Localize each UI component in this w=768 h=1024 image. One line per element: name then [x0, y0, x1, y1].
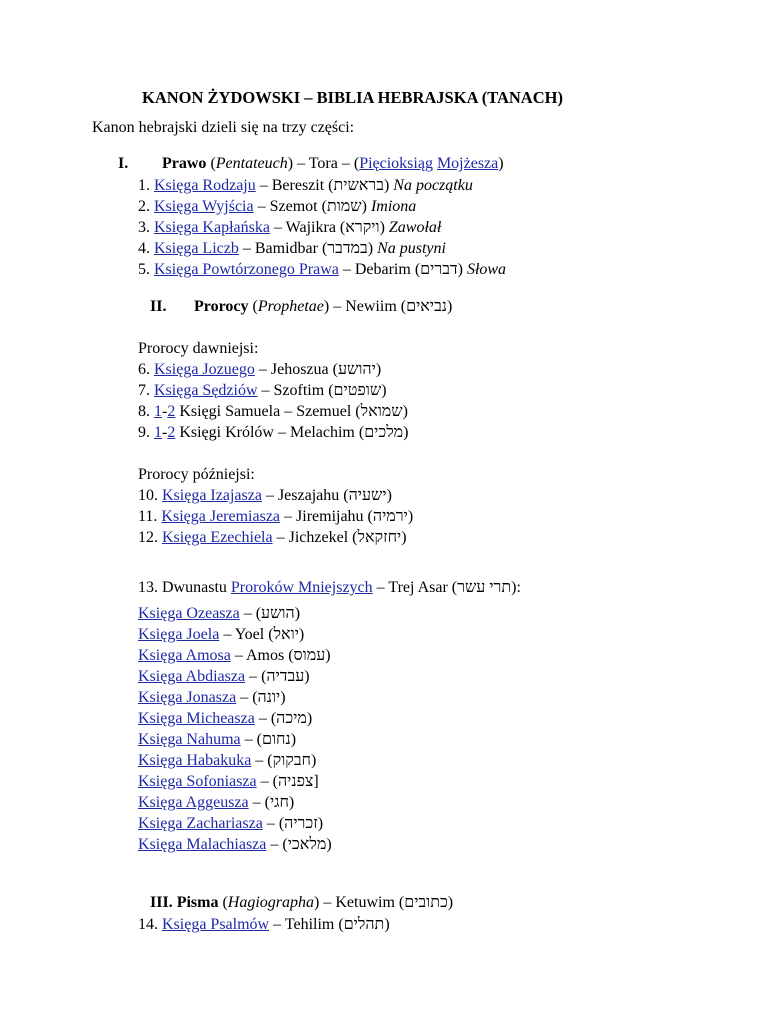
item-number: 13.	[138, 579, 158, 596]
book-hebrew: – Bamidbar (במדבר)	[238, 240, 378, 257]
book-hebrew: – Yoel (יואל)	[219, 626, 305, 643]
list-item	[138, 687, 286, 708]
book-hebrew: – Szemot (שמות)	[253, 198, 371, 215]
list-item	[138, 506, 413, 527]
item-number: 4.	[138, 240, 150, 257]
section-1-latin: Pentateuch	[215, 155, 288, 172]
list-item	[138, 380, 387, 401]
book-link[interactable]: Księga Kapłańska	[154, 219, 270, 236]
section-1-close: )	[498, 155, 504, 172]
twelve-pre: Dwunastu	[158, 579, 231, 596]
list-item	[138, 196, 416, 217]
book-link[interactable]: Księga Nahuma	[138, 731, 241, 748]
book-link[interactable]: Księga Sędziów	[154, 382, 258, 399]
section-3-heading: III. Pisma (Hagiographa) – Ketuwim (כתובים)	[150, 894, 454, 911]
book-link[interactable]: Księga Micheasza	[138, 710, 255, 727]
book-hebrew: – Amos (עמוס)	[230, 647, 331, 664]
book-hebrew: – Jiremijahu (ירמיה)	[280, 508, 414, 525]
book-meaning: Na pustyni	[377, 240, 446, 257]
book-hebrew: – Tehilim (תהלים)	[269, 916, 390, 933]
section-2-name: Prorocy	[194, 298, 249, 315]
samuel-1-link[interactable]: 1	[154, 403, 162, 420]
list-item	[138, 485, 392, 506]
list-item	[138, 422, 408, 443]
list-item	[138, 401, 408, 422]
section-3-latin: Hagiographa	[227, 894, 315, 911]
book-meaning: Słowa	[466, 261, 507, 278]
book-link[interactable]: Księga Psalmów	[162, 916, 270, 933]
book-hebrew: – Trej Asar (תרי עשר):	[372, 579, 521, 596]
former-prophets-label: Prorocy dawniejsi:	[138, 340, 259, 357]
list-item	[138, 729, 296, 750]
section-3-name: Pisma	[176, 894, 219, 911]
list-item	[138, 217, 441, 238]
book-hebrew: – (יונה)	[236, 689, 286, 706]
document-title: KANON ŻYDOWSKI – BIBLIA HEBRAJSKA (TANACH)	[142, 88, 563, 107]
book-link[interactable]: Księga Jeremiasza	[161, 508, 281, 525]
book-meaning: Imiona	[370, 198, 417, 215]
book-link[interactable]: Księga Ozeasza	[138, 605, 240, 622]
book-link[interactable]: Księga Habakuka	[138, 752, 252, 769]
book-hebrew: – (חגי)	[248, 794, 295, 811]
twelve-prophets-line	[138, 577, 521, 598]
list-item	[138, 645, 331, 666]
book-link[interactable]: Księga Abdiasza	[138, 668, 246, 685]
samuel-2-link[interactable]: 2	[167, 403, 176, 420]
book-hebrew: – (מיכה)	[254, 710, 313, 727]
list-item	[138, 771, 319, 792]
book-link[interactable]: Księga Sofoniasza	[138, 773, 257, 790]
section-2-numeral: II.	[150, 298, 167, 315]
section-2-rest: – Newiim (נביאים)	[329, 298, 453, 315]
list-item	[138, 914, 390, 935]
list-item	[138, 834, 332, 855]
book-link[interactable]: Księga Ezechiela	[162, 529, 273, 546]
book-hebrew: – (צפניה]	[256, 773, 319, 790]
book-hebrew: – Jeszajahu (ישעיה)	[261, 487, 392, 504]
section-1-sep: – Tora – (	[293, 155, 360, 172]
kings-2-link[interactable]: 2	[167, 424, 176, 441]
list-item	[138, 238, 446, 259]
item-number: 10.	[138, 487, 158, 504]
list-item	[138, 175, 473, 196]
book-hebrew: – (זכריה)	[262, 815, 324, 832]
latter-prophets-label: Prorocy późniejsi:	[138, 466, 255, 483]
book-link[interactable]: Księga Jozuego	[154, 361, 255, 378]
section-3-numeral: III.	[150, 894, 173, 911]
list-item	[138, 624, 304, 645]
section-1-heading: I. Prawo (Pentateuch) – Tora – (Pięcioksiąg Mojżesza)	[118, 155, 504, 172]
pieciksiag-link[interactable]: Pięcioksiąg	[359, 155, 433, 172]
list-item	[138, 527, 407, 548]
book-meaning: Na początku	[393, 177, 473, 194]
mojzesza-link[interactable]: Mojżesza	[436, 155, 499, 172]
item-number: 9.	[138, 424, 150, 441]
book-link[interactable]: Księga Rodzaju	[154, 177, 256, 194]
book-hebrew: – Wajikra (ויקרא)	[269, 219, 389, 236]
book-hebrew: – Jichzekel (יחזקאל)	[272, 529, 407, 546]
item-number: 8.	[138, 403, 150, 420]
book-link[interactable]: Księga Zachariasza	[138, 815, 263, 832]
intro-text: Kanon hebrajski dzieli się na trzy części:	[92, 119, 355, 136]
list-item	[138, 259, 506, 280]
section-3-rest: – Ketuwim (כתובים)	[319, 894, 454, 911]
section-2-latin: Prophetae	[257, 298, 324, 315]
book-hebrew: – Bereszit (בראשית)	[255, 177, 394, 194]
book-meaning: Zawołał	[388, 219, 442, 236]
section-1-name: Prawo	[162, 155, 207, 172]
item-number: 12.	[138, 529, 158, 546]
book-link[interactable]: Księga Joela	[138, 626, 220, 643]
book-link[interactable]: Księga Powtórzonego Prawa	[154, 261, 339, 278]
book-link[interactable]: Księga Amosa	[138, 647, 231, 664]
item-number: 14.	[138, 916, 158, 933]
list-item	[138, 708, 312, 729]
item-number: 11.	[138, 508, 158, 525]
list-item	[138, 792, 294, 813]
book-link[interactable]: Księga Aggeusza	[138, 794, 249, 811]
book-hebrew: – Jehoszua (יהושע)	[254, 361, 382, 378]
item-number: 6.	[138, 361, 150, 378]
book-hebrew: – (עבדיה)	[245, 668, 310, 685]
item-number: 2.	[138, 198, 150, 215]
book-link[interactable]: Księga Izajasza	[162, 487, 262, 504]
book-hebrew: – (הושע)	[239, 605, 301, 622]
book-hebrew: Księgi Samuela – Szemuel (שמואל)	[175, 403, 408, 420]
book-hebrew: Księgi Królów – Melachim (מלכים)	[175, 424, 409, 441]
list-item	[138, 750, 316, 771]
list-item	[138, 666, 310, 687]
book-link[interactable]: Księga Liczb	[154, 240, 239, 257]
list-item	[138, 359, 381, 380]
book-hebrew: – (נחום)	[240, 731, 297, 748]
item-number: 7.	[138, 382, 150, 399]
book-link[interactable]: Księga Wyjścia	[154, 198, 254, 215]
book-hebrew: – Debarim (דברים)	[338, 261, 467, 278]
item-number: 3.	[138, 219, 150, 236]
minor-prophets-link[interactable]: Proroków Mniejszych	[230, 579, 373, 596]
list-item	[138, 813, 323, 834]
kings-1-link[interactable]: 1	[154, 424, 162, 441]
range-dash: -	[162, 424, 168, 441]
range-dash: -	[162, 403, 168, 420]
section-2-heading: II. Prorocy (Prophetae) – Newiim (נביאים)	[150, 298, 453, 315]
book-hebrew: – Szoftim (שופטים)	[257, 382, 387, 399]
book-hebrew: – (מלאכי)	[266, 836, 332, 853]
list-item	[138, 603, 300, 624]
book-link[interactable]: Księga Malachiasza	[138, 836, 267, 853]
book-link[interactable]: Księga Jonasza	[138, 689, 237, 706]
item-number: 5.	[138, 261, 150, 278]
item-number: 1.	[138, 177, 150, 194]
section-1-numeral: I.	[118, 155, 129, 172]
book-hebrew: – (חבקוק)	[251, 752, 317, 769]
